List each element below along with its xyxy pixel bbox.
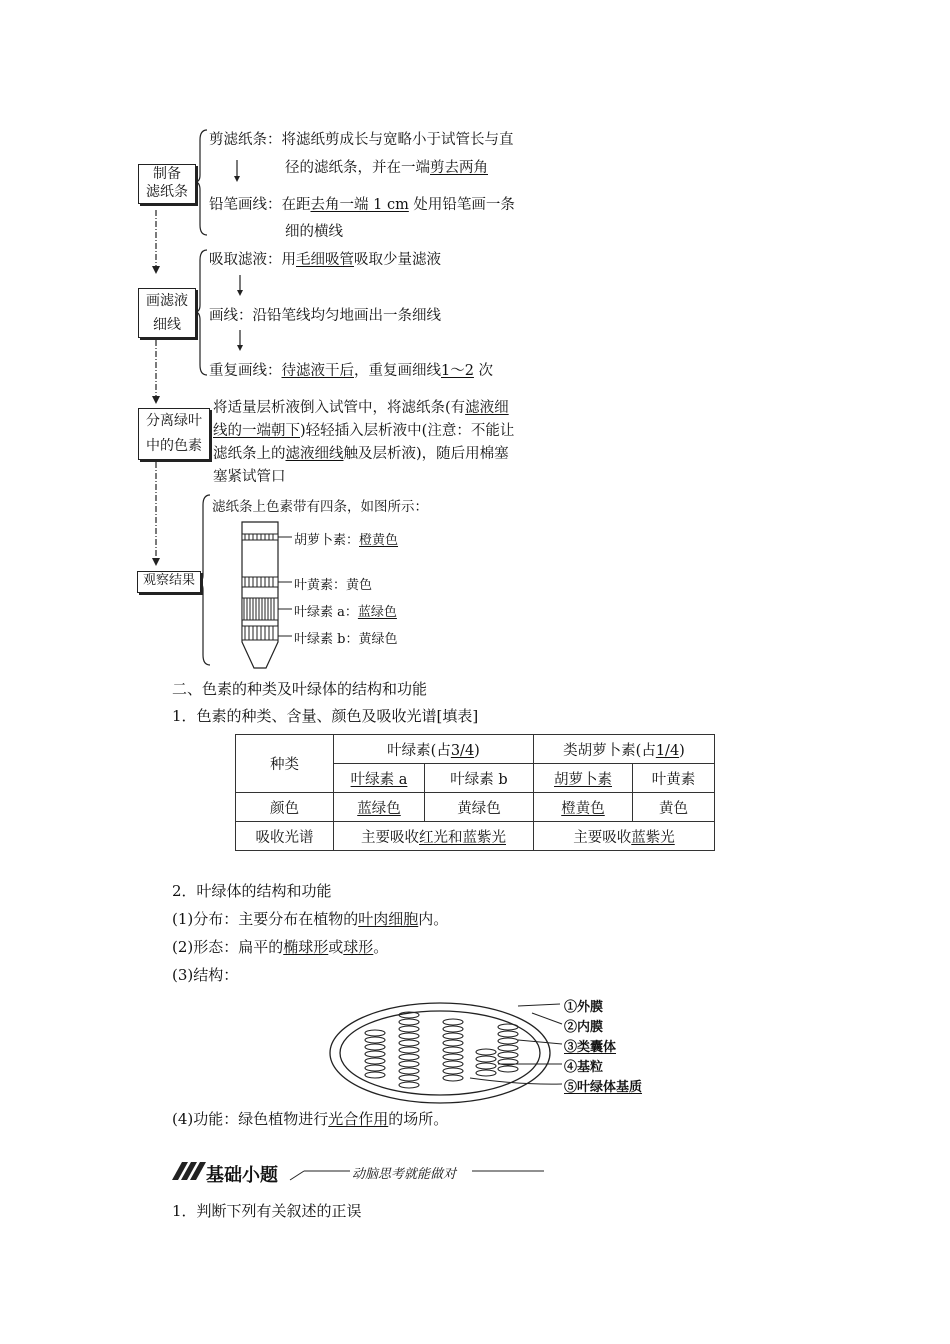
box-separate-pigments [138, 408, 210, 460]
box-draw-line [138, 288, 196, 338]
pigment-bands [242, 534, 278, 640]
text: (1)分布：主要分布在植物的 [172, 910, 359, 928]
answer-text: 胡萝卜素 [554, 771, 612, 788]
answer-text: 3/4 [450, 742, 475, 759]
table-cell: 黄色 [633, 793, 715, 822]
answer-text: 滤液细 [465, 400, 509, 416]
answer-text: 蓝绿色 [357, 800, 401, 817]
text: ) [474, 742, 480, 759]
answer-text: 去角一端 1 cm [310, 197, 409, 213]
table-cell [334, 822, 534, 851]
table-cell [534, 822, 715, 851]
text: 径的滤纸条，并在一端 [285, 160, 430, 176]
label-stroma: ⑤叶绿体基质 [564, 1080, 643, 1095]
basics-slogan: 动脑思考就能做对 [352, 1167, 457, 1182]
step-repeat-line [209, 359, 493, 380]
box-line: 制备 [153, 166, 181, 182]
box-line: 滤纸条 [146, 184, 188, 200]
label-outer-membrane: ①外膜 [564, 1000, 604, 1015]
step-cut-paper-2 [285, 156, 488, 177]
answer-text: 椭球形 [283, 938, 329, 956]
label-thylakoid: ③类囊体 [564, 1040, 617, 1055]
subsection-title-pigments: 1．色素的种类、含量、颜色及吸收光谱[填表] [172, 707, 479, 725]
text: (4)功能：绿色植物进行 [172, 1110, 329, 1128]
basics-header [172, 1158, 552, 1188]
answer-text: 红光和蓝紫光 [419, 829, 506, 846]
chloroplast-function [172, 1108, 448, 1129]
text: 叶绿素 b： [294, 632, 359, 647]
text: 内。 [418, 910, 449, 928]
step-separate-4: 塞紧试管口 [213, 469, 286, 485]
label-granum: ④基粒 [564, 1060, 604, 1075]
answer-text: 叶肉细胞 [358, 910, 419, 928]
answer-text: 剪去两角 [430, 160, 488, 176]
text: ，重复画细线 [354, 363, 441, 379]
basics-title: 基础小题 [206, 1165, 278, 1186]
text: 次 [473, 363, 494, 379]
text: 主要吸收 [361, 829, 419, 846]
answer-text: 光合作用 [328, 1110, 389, 1128]
text: 滤纸条上的 [213, 446, 286, 462]
answer-text: 蓝紫光 [631, 829, 675, 846]
step-pencil-line-2: 细的横线 [285, 224, 343, 240]
box-observe-result: 观察结果 [137, 571, 201, 593]
text: 黄绿色 [358, 632, 398, 647]
answer-text: 1/4 [655, 742, 680, 759]
band-label-chlorophyll-b [294, 628, 397, 647]
answer-text: 1～2 [441, 363, 474, 379]
table-cell [334, 764, 425, 793]
text: 处用铅笔画一条 [408, 197, 515, 213]
box-line: 细线 [153, 317, 181, 333]
table-cell [534, 793, 633, 822]
step-pencil-line-1 [209, 193, 515, 214]
text: 。 [373, 938, 389, 956]
table-cell: 种类 [236, 735, 334, 793]
answer-text: 球形 [343, 938, 374, 956]
text: 或 [328, 938, 344, 956]
box-prepare-paper [138, 164, 196, 204]
box-line: 画滤液 [146, 293, 188, 309]
answer-text: 蓝绿色 [357, 605, 397, 620]
step-observe: 滤纸条上色素带有四条，如图所示： [212, 499, 428, 515]
step-cut-paper-1: 剪滤纸条：将滤纸剪成长与宽略小于试管长与直 [209, 132, 514, 148]
step-draw-line: 画线：沿铅笔线均匀地画出一条细线 [209, 308, 441, 324]
text: (2)形态：扁平的 [172, 938, 284, 956]
chloroplast-shape [172, 936, 388, 957]
table-cell [534, 735, 715, 764]
answer-text: 待滤液干后 [281, 363, 354, 379]
text: 叶绿素(占 [387, 742, 451, 759]
answer-text: 橙黄色 [359, 533, 399, 548]
chloroplast-distribution [172, 908, 448, 929]
band-label-xanthophyll [294, 574, 372, 593]
text: )轻轻插入层析液中(注意：不能让 [300, 423, 515, 439]
text: ) [679, 742, 685, 759]
text: 吸取滤液：用 [209, 252, 296, 268]
label-inner-membrane: ②内膜 [564, 1020, 604, 1035]
box-line: 分离绿叶 [146, 413, 202, 429]
table-cell [334, 735, 534, 764]
pigment-table [235, 734, 715, 851]
answer-text: 叶绿素 a [350, 771, 408, 788]
text: 主要吸收 [573, 829, 632, 846]
answer-text: 线的一端朝下 [213, 423, 300, 439]
band-label-carotene [294, 529, 398, 548]
table-cell [534, 764, 633, 793]
chloroplast-structure: (3)结构： [172, 966, 239, 984]
table-cell: 叶绿素 b [425, 764, 534, 793]
text: 的场所。 [388, 1110, 449, 1128]
text: 胡萝卜素： [294, 533, 360, 548]
table-cell: 黄绿色 [425, 793, 534, 822]
box-line: 中的色素 [146, 438, 202, 454]
step-separate-2 [213, 419, 514, 440]
text: 吸取少量滤液 [354, 252, 441, 268]
text: 铅笔画线：在距 [209, 197, 311, 213]
table-cell: 颜色 [236, 793, 334, 822]
table-cell: 叶黄素 [633, 764, 715, 793]
answer-text: 橙黄色 [561, 800, 605, 817]
question-1: 1．判断下列有关叙述的正误 [172, 1202, 362, 1220]
text: 叶绿素 a： [294, 605, 358, 620]
step-absorb-filtrate [209, 248, 441, 269]
text: 触及层析液)，随后用棉塞 [343, 446, 509, 462]
section-title: 二、色素的种类及叶绿体的结构和功能 [172, 680, 428, 698]
table-cell [334, 793, 425, 822]
answer-text: 毛细吸管 [296, 252, 354, 268]
text: 类胡萝卜素(占 [563, 742, 656, 759]
step-separate-1 [213, 396, 509, 417]
step-separate-3 [213, 442, 509, 463]
text: 黄色 [346, 578, 373, 593]
text: 将适量层析液倒入试管中，将滤纸条(有 [213, 400, 466, 416]
text: 重复画线： [209, 363, 282, 379]
band-label-chlorophyll-a [294, 601, 397, 620]
text: 叶黄素： [294, 578, 347, 593]
table-cell: 吸收光谱 [236, 822, 334, 851]
subsection-title-chloroplast: 2．叶绿体的结构和功能 [172, 882, 332, 900]
filter-paper-strip [242, 522, 278, 668]
answer-text: 滤液细线 [285, 446, 344, 462]
